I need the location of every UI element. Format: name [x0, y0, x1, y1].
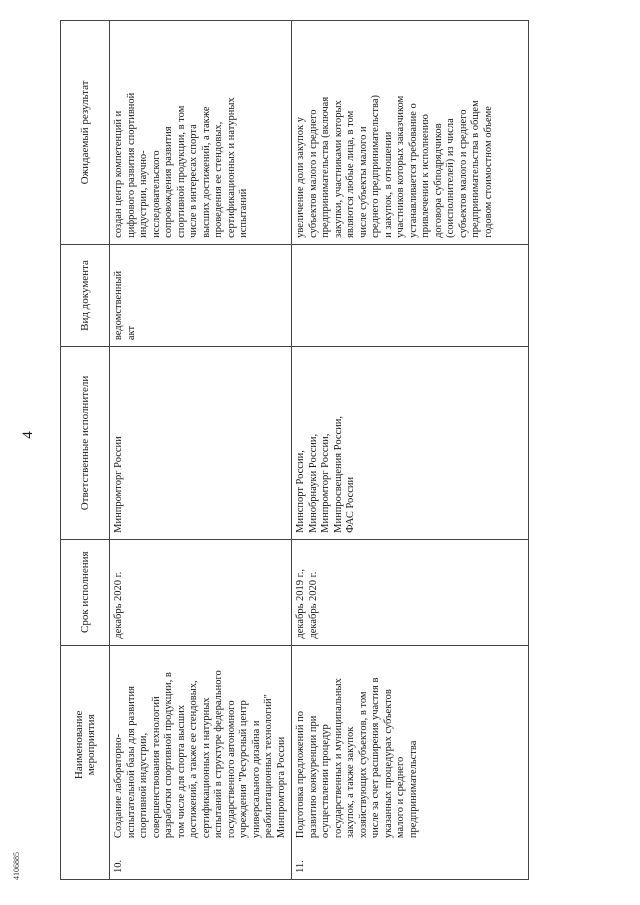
table-header-row	[61, 21, 110, 880]
row-number: 10.	[110, 844, 292, 879]
header-term: Срок исполнения	[61, 539, 110, 645]
header-doc-type: Вид документа	[61, 244, 110, 346]
table-row	[292, 21, 529, 880]
table-row	[110, 21, 292, 880]
row-doc-type: ведомственный акт	[110, 244, 292, 346]
header-executors: Ответственные исполнители	[61, 347, 110, 540]
row-result: создан центр компетенций и цифрового развития спортивной индустрии, научно- исследовательского сопровождения развития спортивной продукции, в том числе в интересах спорта высших достижений, а также проведения ее стендовых, сертификационных и натурных испытаний	[110, 21, 292, 245]
row-executors: Минпромторг России	[110, 347, 292, 540]
header-result: Ожидаемый результат	[61, 21, 110, 245]
page-number: 4	[20, 431, 36, 439]
row-executors: Минспорт России, Минобрнауки России, Минпромторг России, Минпросвещения России, ФАС России	[292, 347, 529, 540]
row-name: Подготовка предложений по развитию конкуренции при осуществлении процедур государственных и муниципальных закупок, а также закупок хозяйствующих субъектов, в том числе за счет расширения участия в указанных процедурах субъектов малого и среднего предпринимательства	[292, 645, 529, 844]
row-result: увеличение доли закупок у субъектов малого и среднего предпринимательства (включая закупки, участниками которых являются любые лица, в том числе субъекты малого и среднего предпринимательства) и закупок, в отношении участников которых заказчиком устанавливается требование о привлечении к исполнению договора субподрядчиков (соисполнителей) из числа субъектов малого и среднего предпринимательства в общем годовом стоимостном объеме	[292, 21, 529, 245]
row-term: декабрь 2019 г., декабрь 2020 г.	[292, 539, 529, 645]
header-num	[61, 844, 110, 879]
rotated-content	[20, 0, 620, 880]
measures-table	[60, 20, 529, 880]
row-term: декабрь 2020 г.	[110, 539, 292, 645]
header-name: Наименование мероприятия	[61, 645, 110, 844]
row-doc-type	[292, 244, 529, 346]
row-number: 11.	[292, 844, 529, 879]
doc-code: 4106885	[12, 852, 21, 880]
row-name: Создание лабораторно- испытательной базы для развития спортивной индустрии, совершенствования технологий разработки спортивной продукции, в том числе для спорта высших достижений, а также ее стендовых, сертификационных и натурных испытаний в структуре федерального государственного автономного учреждения "Ресурсный центр универсального дизайна и реабилитационных технологий" Минпромторга России	[110, 645, 292, 844]
